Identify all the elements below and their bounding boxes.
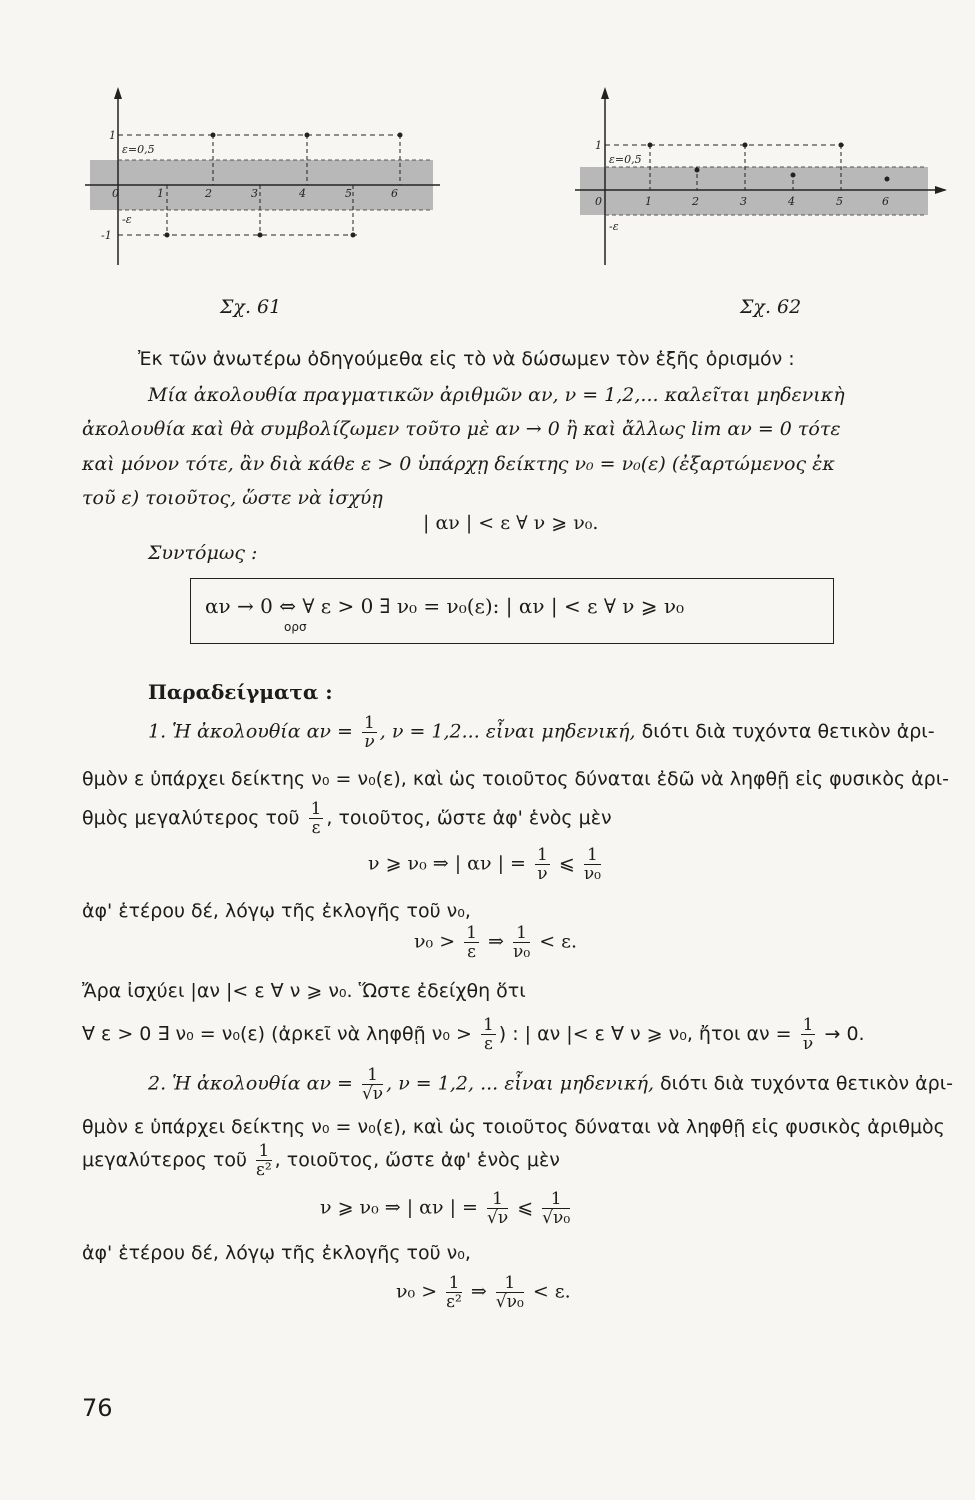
tick-label: 2 — [205, 187, 212, 200]
eps-label: ε=0,5 — [609, 153, 642, 166]
tick-label: 3 — [740, 195, 747, 208]
examples-heading: Παραδείγματα : — [148, 680, 333, 704]
tick-label: 6 — [882, 195, 889, 208]
boxed-sub: ορσ — [284, 620, 307, 634]
definition-line: ἀκολουθία καὶ θὰ συμβολίζωμεν τοῦτο μὲ αν → 0 ἢ καὶ ἄλλως lim αν = 0 τότε — [82, 418, 841, 440]
intro-text: Ἐκ τῶν ἀνωτέρω ὀδηγούμεθα εἰς τὸ νὰ δώσωμεν τὸν ἑξῆς ὁρισμόν : — [138, 348, 795, 370]
definition-condition: | αν | < ε ∀ ν ⩾ ν₀. — [423, 512, 599, 534]
ex1-line4: ἀφ' ἑτέρου δέ, λόγῳ τῆς ἐκλογῆς τοῦ ν₀, — [82, 900, 471, 922]
tick-label: 0 — [595, 195, 602, 208]
eps-label: ε=0,5 — [122, 143, 155, 156]
one-label: 1 — [109, 129, 116, 142]
ex1-line5: Ἄρα ἰσχύει |αν |< ε ∀ ν ⩾ ν₀. Ὥστε ἐδείχθη ὅτι — [82, 980, 526, 1002]
ex2-line4: ἀφ' ἑτέρου δέ, λόγῳ τῆς ἐκλογῆς τοῦ ν₀, — [82, 1242, 471, 1264]
boxed-formula: αν → 0 ⇔ ∀ ε > 0 ∃ ν₀ = ν₀(ε): | αν | < ε ∀ ν ⩾ ν₀ — [205, 594, 685, 618]
tick-label: 5 — [836, 195, 843, 208]
neg-eps-label: -ε — [609, 220, 619, 233]
y-arrow-icon — [114, 87, 122, 99]
ex1-derivation2: ν₀ > $\frac{1}{\varepsilon}$ ⇒ $\frac{1}{\text{ν₀}}$ < ε. — [414, 923, 578, 962]
ex2-line2: θμὸν ε ὑπάρχει δείκτης ν₀ = ν₀(ε), καὶ ὡς τοιοῦτος δύναται νὰ ληφθῇ εἰς φυσικὸς ἀριθμὸς — [82, 1116, 945, 1138]
definition-line: τοῦ ε) τοιοῦτος, ὥστε νὰ ἰσχύῃ — [82, 487, 383, 509]
page-number: 76 — [82, 1394, 113, 1422]
tick-label: 4 — [299, 187, 306, 200]
ex1-line3: θμὸς μεγαλύτερος τοῦ $\frac{1}{\varepsilon}$ , τοιοῦτος, ὥστε ἀφ' ἑνὸς μὲν — [82, 799, 612, 838]
tick-label: 1 — [157, 187, 164, 200]
tick-label: 6 — [391, 187, 398, 200]
tick-label: 2 — [692, 195, 699, 208]
definition-line: καὶ μόνον τότε, ἂν διὰ κάθε ε > 0 ὑπάρχῃ δείκτης ν₀ = ν₀(ε) (ἐξαρτώμενος ἐκ — [82, 453, 835, 475]
figure-61 — [85, 85, 445, 270]
tick-label: 0 — [112, 187, 119, 200]
ex1-line2: θμὸν ε ὑπάρχει δείκτης ν₀ = ν₀(ε), καὶ ὡς τοιοῦτος δύναται ἐδῶ νὰ ληφθῇ εἰς φυσικὸς ἀρι- — [82, 768, 950, 790]
figure-62 — [575, 85, 950, 270]
ex2-derivation2: ν₀ > $\frac{1}{\text{ε²}}$ ⇒ $\frac{1}{\text{√ν₀}}$ < ε. — [396, 1273, 571, 1312]
eps-band — [580, 167, 928, 215]
ex1-line6: ∀ ε > 0 ∃ ν₀ = ν₀(ε) (ἀρκεῖ νὰ ληφθῇ ν₀ > $\frac{1}{\varepsilon}$ ) : | αν |< ε ∀ ν ⩾ ν₀, ἤτοι αν = $\frac{1}{\nu}$ → 0. — [82, 1015, 865, 1054]
short-label: Συντόμως : — [148, 542, 258, 564]
y-arrow-icon — [601, 87, 609, 99]
neg-eps-label: -ε — [122, 213, 132, 226]
one-label: 1 — [595, 139, 602, 152]
x-arrow-icon — [935, 186, 947, 194]
ex2-line3: μεγαλύτερος τοῦ $\frac{1}{\text{ε²}}$ , τοιοῦτος, ὥστε ἀφ' ἑνὸς μὲν — [82, 1141, 560, 1180]
ex1-derivation1: ν ⩾ ν₀ ⇒ | αν | = $\frac{1}{\nu}$ ⩽ $\frac{1}{\text{ν₀}}$ — [368, 845, 601, 884]
tick-label: 3 — [251, 187, 258, 200]
neg-one-label: -1 — [101, 229, 112, 242]
tick-label: 1 — [645, 195, 652, 208]
definition-line: Μία ἀκολουθία πραγματικῶν ἀριθμῶν αν, ν = 1,2,... καλεῖται μηδενικὴ — [148, 384, 845, 406]
tick-label: 4 — [788, 195, 795, 208]
ex2-derivation1: ν ⩾ ν₀ ⇒ | αν | = $\frac{1}{√\nu}$ ⩽ $\frac{1}{\text{√ν₀}}$ — [320, 1189, 571, 1228]
ex2-line1: 2. Ἡ ἀκολουθία αν = $\frac{1}{√\nu}$ , ν = 1,2, ... εἶναι μηδενική, διότι διὰ τυχόντα θετικὸν ἀρι- — [148, 1065, 953, 1104]
figure-62-caption: Σχ. 62 — [740, 296, 802, 318]
tick-label: 5 — [345, 187, 352, 200]
figure-61-caption: Σχ. 61 — [220, 296, 282, 318]
ex1-line1: 1. Ἡ ἀκολουθία αν = $\frac{1}{\nu}$ , ν = 1,2... εἶναι μηδενική, διότι διὰ τυχόντα θετικὸν ἀρι- — [148, 713, 935, 752]
